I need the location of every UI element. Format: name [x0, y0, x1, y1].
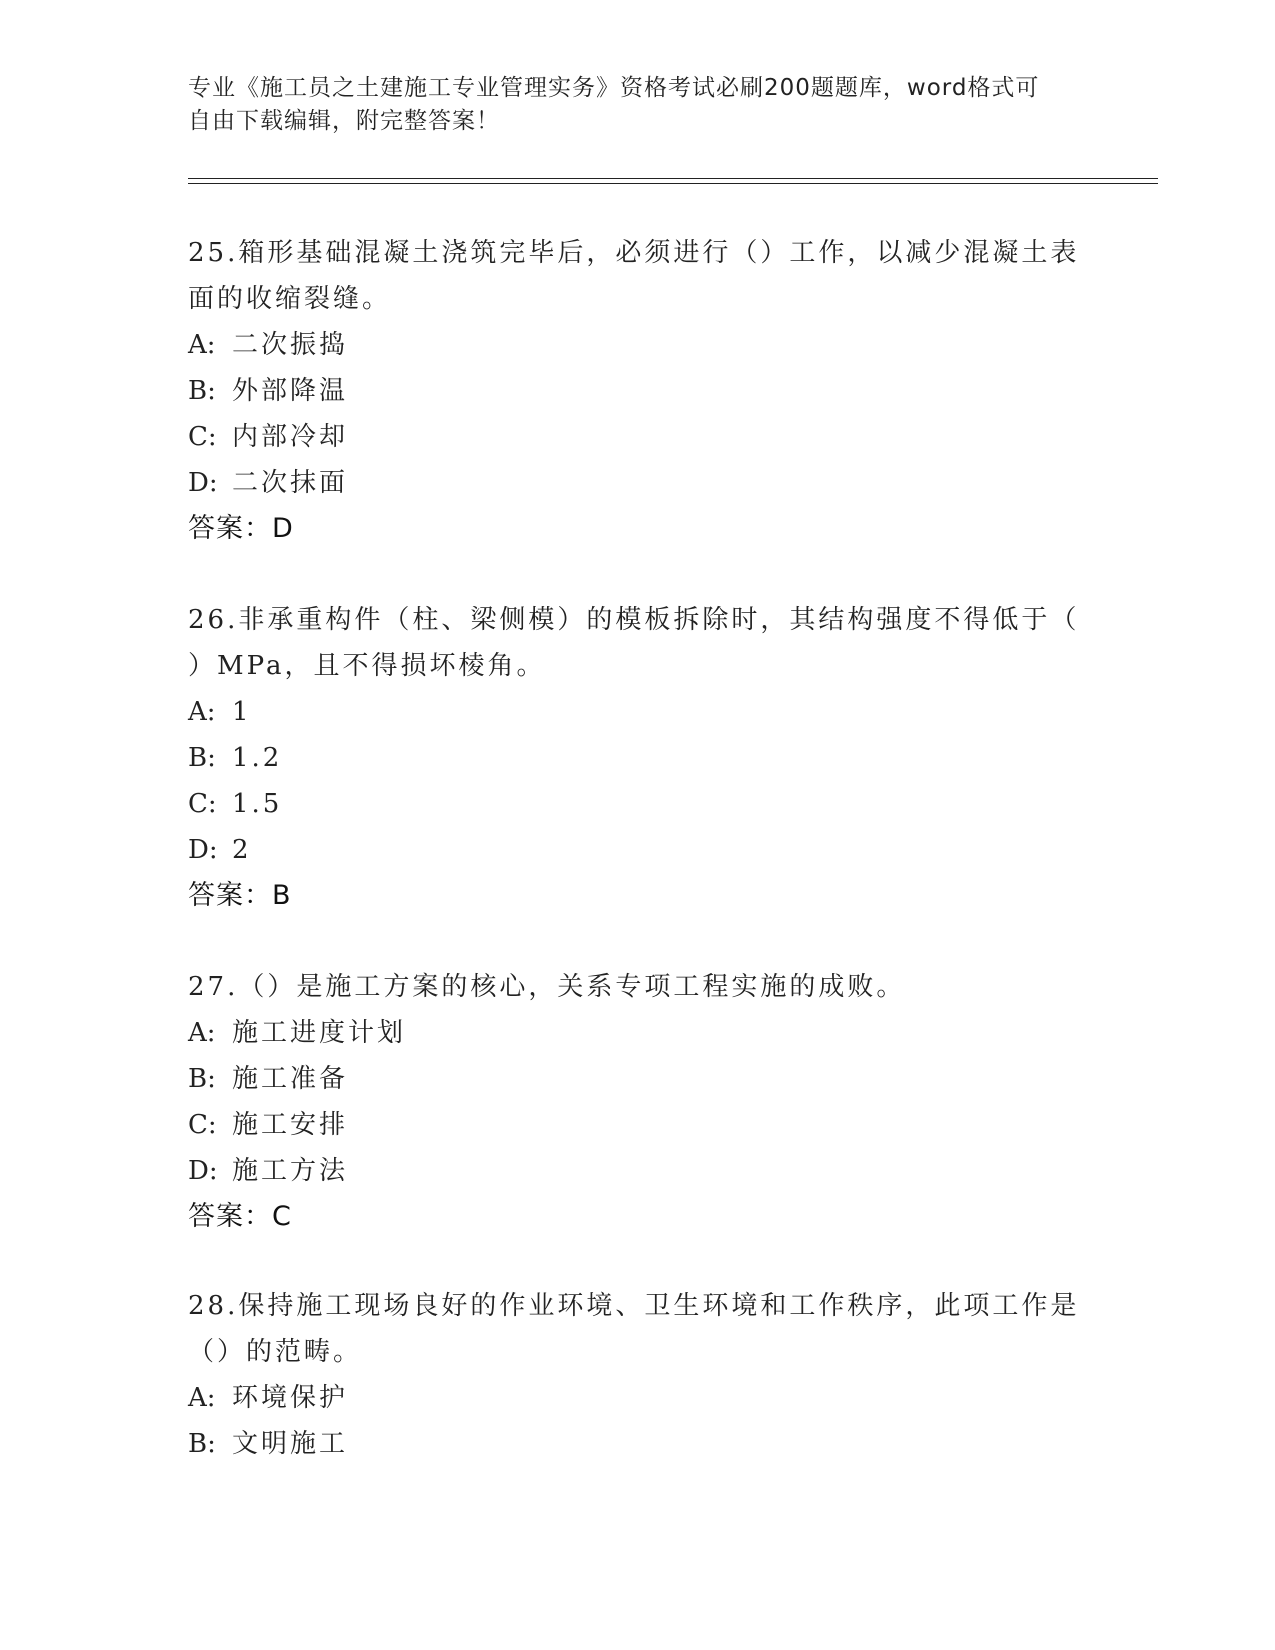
option-letter: A:	[188, 1383, 216, 1413]
option-letter: A:	[188, 330, 216, 360]
option-c	[188, 1102, 1088, 1148]
option-letter: D:	[188, 835, 218, 865]
option-text: 1	[232, 697, 252, 727]
question-25	[188, 230, 1088, 552]
option-d	[188, 1148, 1088, 1194]
option-letter: C:	[188, 1110, 217, 1140]
question-stem-line-1: 25.箱形基础混凝土浇筑完毕后，必须进行（）工作，以减少混凝土表	[188, 238, 1080, 268]
option-text: 环境保护	[232, 1383, 349, 1413]
question-26	[188, 597, 1088, 919]
option-b	[188, 1056, 1088, 1102]
option-a	[188, 1375, 1088, 1421]
option-text: 2	[232, 835, 252, 865]
option-letter: B:	[188, 1064, 216, 1094]
option-letter: D:	[188, 1156, 218, 1186]
option-text: 内部冷却	[232, 422, 349, 452]
question-stem-line-1: 26.非承重构件（柱、梁侧模）的模板拆除时，其结构强度不得低于（	[188, 605, 1080, 635]
option-letter: B:	[188, 376, 216, 406]
option-a	[188, 689, 1088, 735]
question-27	[188, 964, 1088, 1240]
header-divider-bottom	[188, 183, 1158, 184]
option-c	[188, 414, 1088, 460]
document-header	[188, 72, 1068, 138]
option-d	[188, 827, 1088, 873]
option-text: 1.5	[232, 789, 283, 819]
option-letter: C:	[188, 789, 217, 819]
option-text: 二次抹面	[232, 468, 349, 498]
option-letter: A:	[188, 1018, 216, 1048]
option-text: 外部降温	[232, 376, 349, 406]
question-stem-line-2: 面的收缩裂缝。	[188, 284, 392, 314]
question-stem-line-2: （）的范畴。	[188, 1337, 363, 1367]
option-b	[188, 735, 1088, 781]
option-text: 文明施工	[232, 1429, 349, 1459]
option-a	[188, 1010, 1088, 1056]
option-letter: D:	[188, 468, 218, 498]
question-28	[188, 1283, 1088, 1467]
header-line-1: 专业《施工员之土建施工专业管理实务》资格考试必刷200题题库，word格式可	[188, 75, 1040, 101]
answer-line: 答案：D	[188, 513, 294, 544]
option-text: 施工准备	[232, 1064, 349, 1094]
option-d	[188, 460, 1088, 506]
option-a	[188, 322, 1088, 368]
option-b	[188, 1421, 1088, 1467]
question-stem-line-1: 28.保持施工现场良好的作业环境、卫生环境和工作秩序，此项工作是	[188, 1291, 1080, 1321]
header-divider-top	[188, 178, 1158, 179]
option-text: 施工安排	[232, 1110, 349, 1140]
option-b	[188, 368, 1088, 414]
option-letter: A:	[188, 697, 216, 727]
question-stem-line-2: ）MPa，且不得损坏棱角。	[188, 651, 546, 681]
option-text: 1.2	[232, 743, 283, 773]
option-text: 施工方法	[232, 1156, 349, 1186]
option-c	[188, 781, 1088, 827]
option-text: 二次振捣	[232, 330, 349, 360]
header-line-2: 自由下载编辑，附完整答案！	[188, 108, 500, 134]
answer-line: 答案：C	[188, 1201, 292, 1232]
option-letter: B:	[188, 743, 216, 773]
question-stem-line-1: 27.（）是施工方案的核心，关系专项工程实施的成败。	[188, 972, 906, 1002]
option-letter: B:	[188, 1429, 216, 1459]
option-text: 施工进度计划	[232, 1018, 407, 1048]
answer-line: 答案：B	[188, 880, 292, 911]
option-letter: C:	[188, 422, 217, 452]
